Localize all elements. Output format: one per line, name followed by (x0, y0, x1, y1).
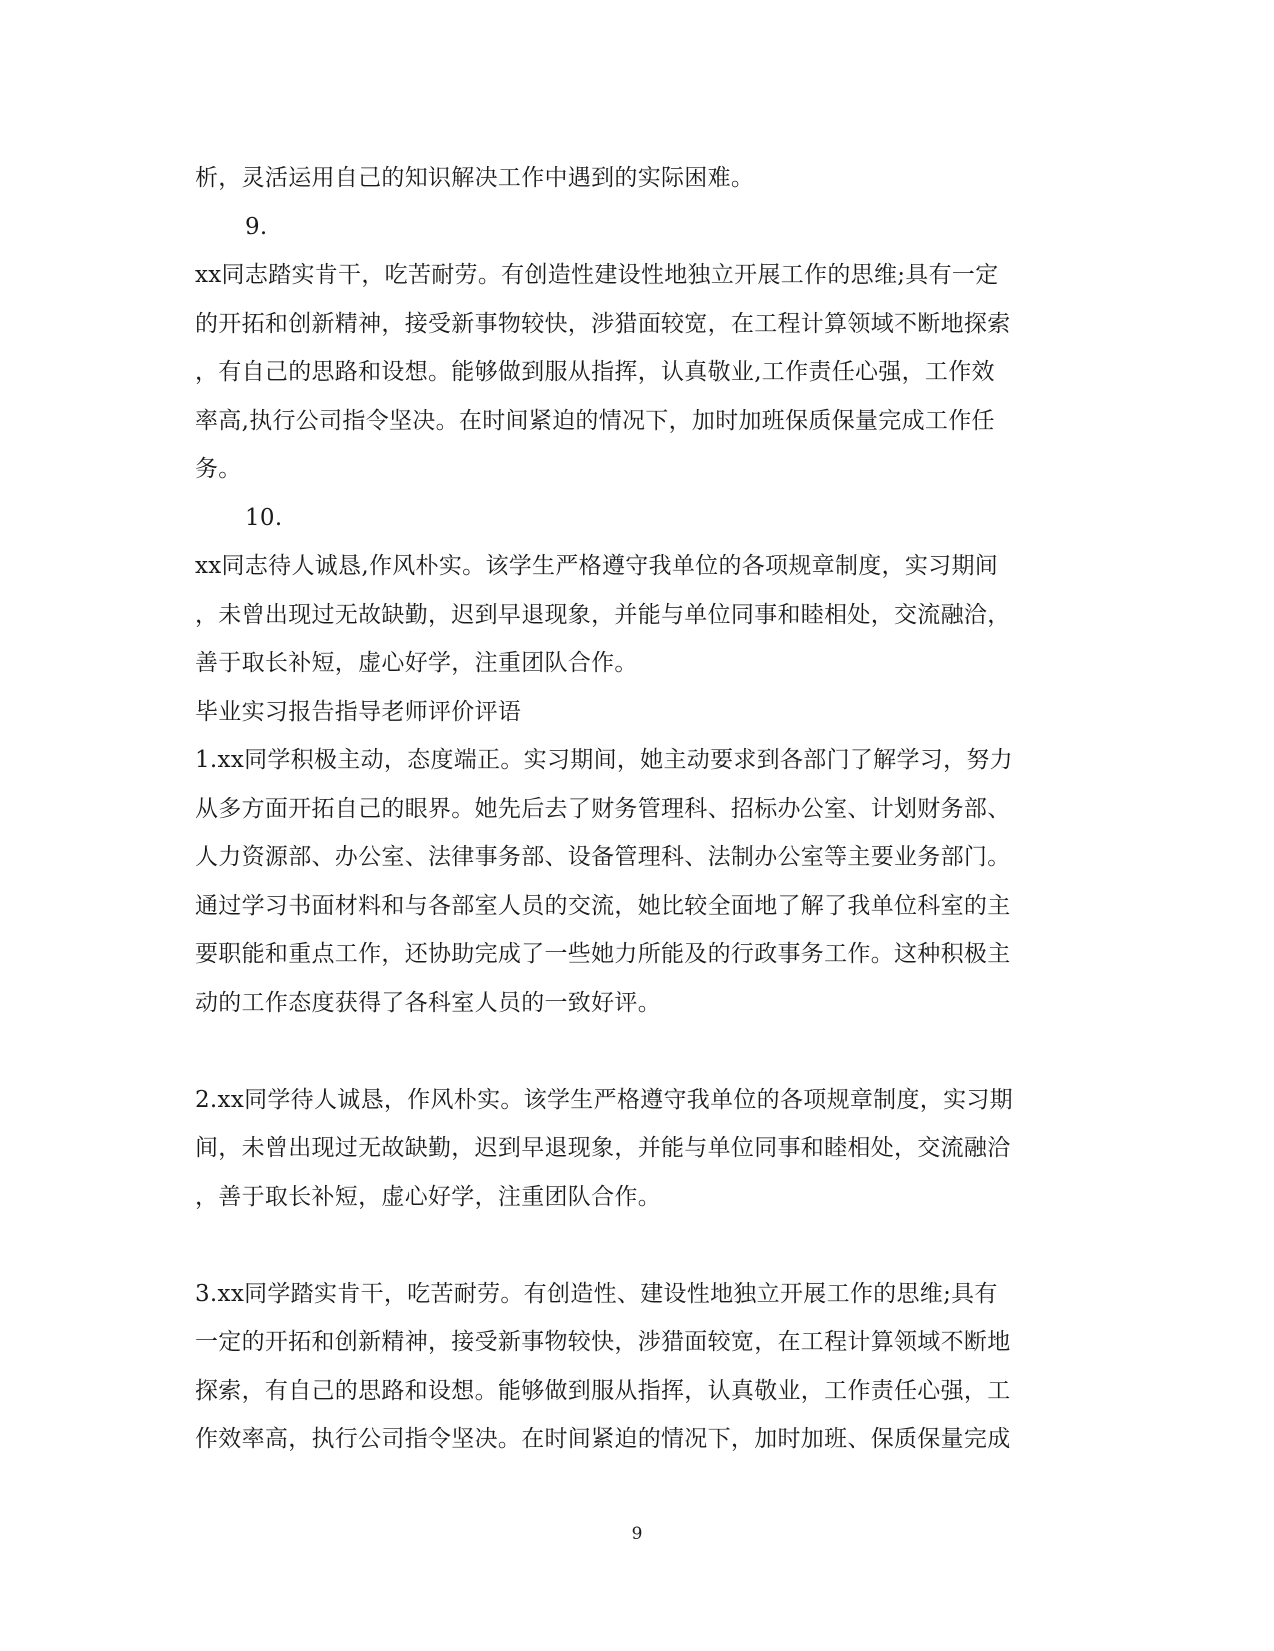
text-line: 善于取长补短，虚心好学，注重团队合作。 (195, 650, 638, 676)
text-line: 率高,执行公司指令坚决。在时间紧迫的情况下，加时加班保质保量完成工作任 (195, 407, 995, 434)
text-line: 2.xx同学待人诚恳，作风朴实。该学生严格遵守我单位的各项规章制度，实习期 (195, 1086, 1013, 1113)
page-body (195, 154, 1075, 1464)
text-line: 要职能和重点工作，还协助完成了一些她力所能及的行政事务工作。这种积极主 (195, 941, 1011, 967)
text-line: 探索，有自己的思路和设想。能够做到服从指挥，认真敬业，工作责任心强，工 (195, 1377, 1011, 1404)
page-number: 9 (631, 1524, 643, 1544)
text-line: 的开拓和创新精神，接受新事物较快，涉猎面较宽，在工程计算领域不断地探索 (195, 310, 1011, 337)
paragraph-gap (195, 1221, 1075, 1270)
text-line: ，善于取长补短，虚心好学，注重团队合作。 (195, 1183, 661, 1210)
text-line: 人力资源部、办公室、法律事务部、设备管理科、法制办公室等主要业务部门。 (195, 844, 1011, 870)
text-line: ，有自己的思路和设想。能够做到服从指挥，认真敬业,工作责任心强，工作效 (195, 359, 995, 385)
item-number: 9. (245, 213, 268, 240)
text-line: 从多方面开拓自己的眼界。她先后去了财务管理科、招标办公室、计划财务部、 (195, 795, 1011, 822)
text-line: 动的工作态度获得了各科室人员的一致好评。 (195, 989, 661, 1016)
text-line: 1.xx同学积极主动，态度端正。实习期间，她主动要求到各部门了解学习，努力 (195, 747, 1013, 773)
text-line: xx同志踏实肯干，吃苦耐劳。有创造性建设性地独立开展工作的思维;具有一定 (195, 262, 999, 288)
text-line: 通过学习书面材料和与各部室人员的交流，她比较全面地了解了我单位科室的主 (195, 892, 1011, 919)
text-line: xx同志待人诚恳,作风朴实。该学生严格遵守我单位的各项规章制度，实习期间 (195, 553, 999, 579)
text-line: 析，灵活运用自己的知识解决工作中遇到的实际困难。 (195, 165, 755, 191)
text-line: ，未曾出现过无故缺勤，迟到早退现象，并能与单位同事和睦相处，交流融洽， (195, 601, 1011, 628)
text-line: 3.xx同学踏实肯干，吃苦耐劳。有创造性、建设性地独立开展工作的思维;具有 (195, 1280, 998, 1307)
text-line: 作效率高，执行公司指令坚决。在时间紧迫的情况下，加时加班、保质保量完成 (195, 1426, 1011, 1452)
text-line: 间，未曾出现过无故缺勤，迟到早退现象，并能与单位同事和睦相处，交流融洽 (195, 1135, 1011, 1161)
paragraph-gap (195, 1027, 1075, 1076)
item-number: 10. (245, 504, 283, 531)
text-line: 一定的开拓和创新精神，接受新事物较快，涉猎面较宽，在工程计算领域不断地 (195, 1329, 1011, 1355)
section-heading: 毕业实习报告指导老师评价评语 (195, 698, 522, 725)
text-line: 务。 (195, 456, 242, 482)
